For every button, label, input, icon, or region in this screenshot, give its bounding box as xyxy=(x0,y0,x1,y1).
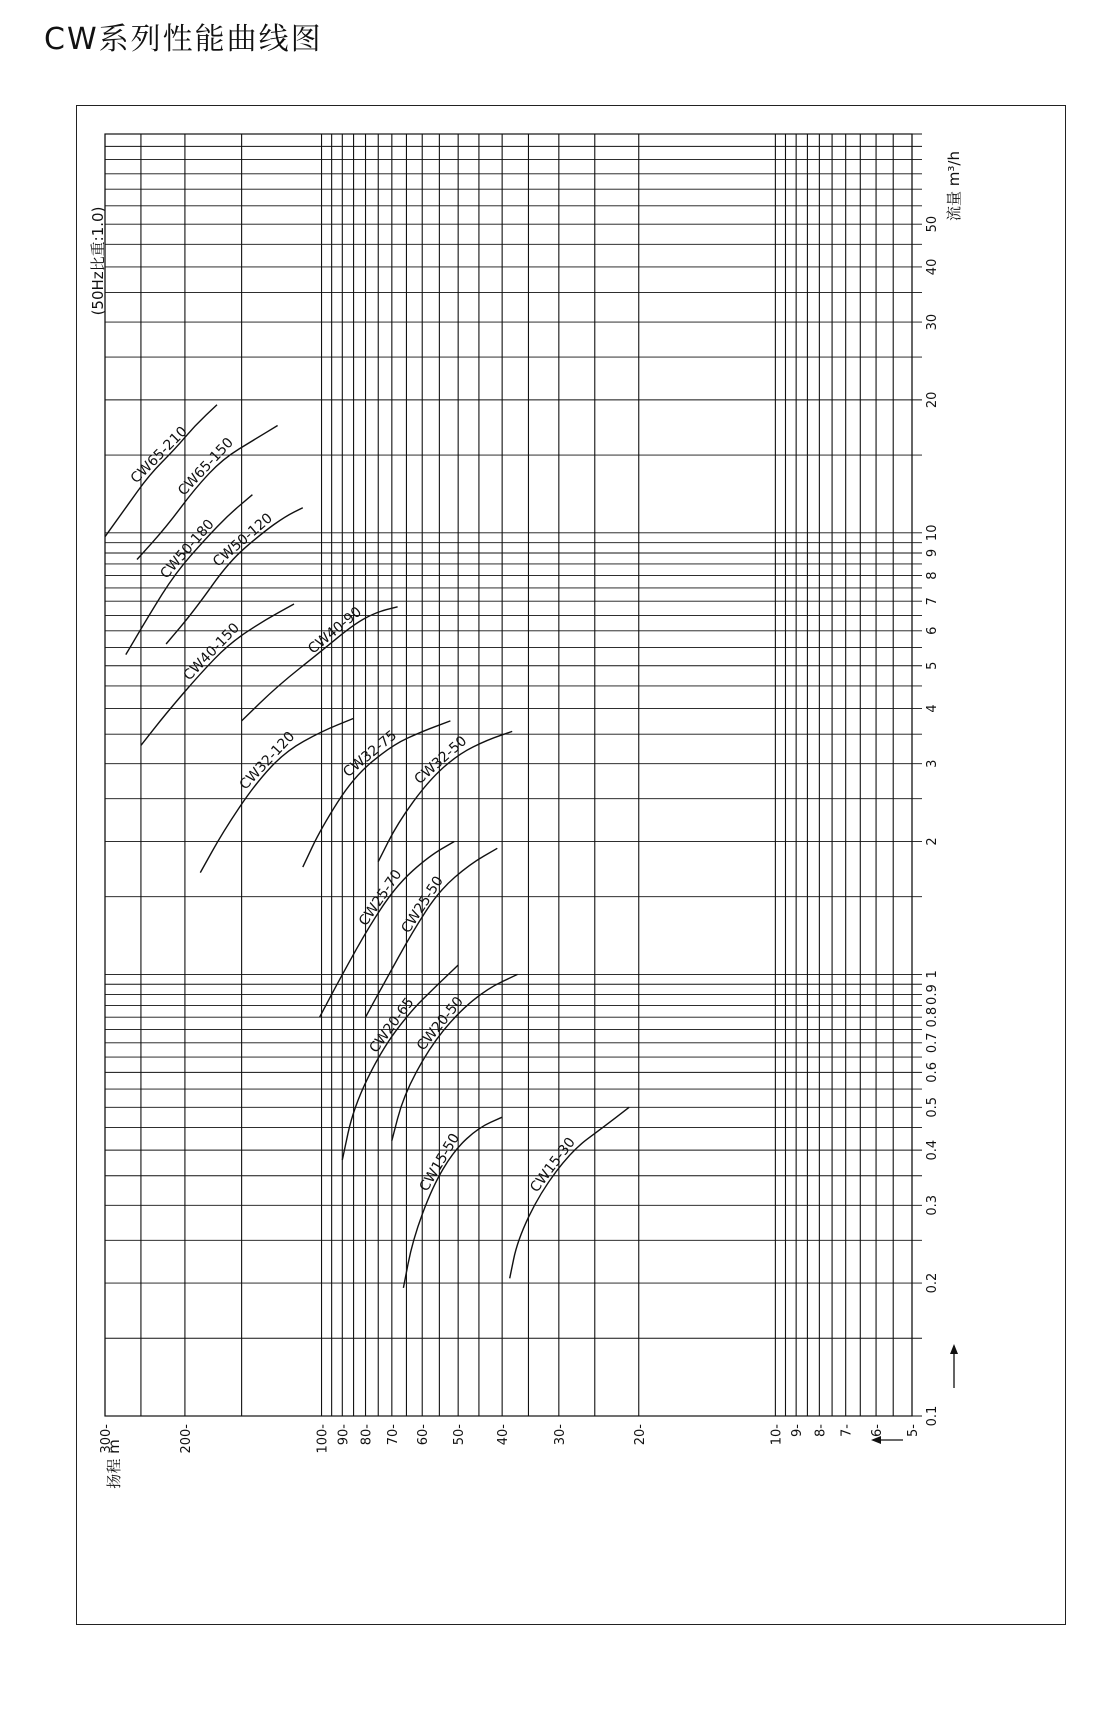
head-tick-label: 6- xyxy=(870,1424,886,1437)
performance-curve xyxy=(366,848,498,1017)
flow-tick-label: 8 xyxy=(925,571,940,580)
performance-curve xyxy=(242,607,398,721)
curve-label: CW25-70 xyxy=(356,866,406,930)
flow-tick-label: 0.3 xyxy=(925,1194,940,1216)
head-tick-label: 20- xyxy=(632,1424,648,1446)
flow-tick-label: 5 xyxy=(925,661,940,670)
flow-tick-label: 1 xyxy=(925,970,940,979)
page-title: CW系列性能曲线图 xyxy=(44,22,323,57)
flow-tick-label: 0.6 xyxy=(925,1062,940,1083)
curve-label: CW65-210 xyxy=(127,423,191,487)
flow-tick-label: 0.2 xyxy=(925,1272,940,1294)
head-axis-label: 扬程 m xyxy=(105,1439,123,1489)
labels xyxy=(99,216,940,1454)
chart-subtitle: (50Hz比重:1.0) xyxy=(89,206,107,316)
flow-axis-label: 流量 m³/h xyxy=(945,151,963,221)
flow-tick-label: 30 xyxy=(925,313,940,331)
head-tick-label: 70- xyxy=(385,1424,401,1446)
performance-curve xyxy=(510,1107,629,1278)
flow-tick-label: 0.5 xyxy=(925,1096,940,1118)
flow-tick-label: 4 xyxy=(925,704,940,713)
flow-tick-label: 20 xyxy=(925,391,940,409)
head-tick-label: 7- xyxy=(839,1424,855,1437)
head-tick-label: 60- xyxy=(416,1424,432,1446)
curve-label: CW32-120 xyxy=(236,728,299,794)
flow-tick-label: 10 xyxy=(925,524,940,542)
curve-label: CW20-50 xyxy=(413,993,467,1054)
head-tick-label: 5- xyxy=(906,1424,921,1437)
head-tick-label: 80- xyxy=(359,1424,375,1446)
head-tick-label: 100- xyxy=(315,1424,331,1454)
flow-tick-label: 0.8 xyxy=(925,1006,940,1028)
curve-label: CW15-30 xyxy=(527,1134,579,1196)
flow-tick-label: 3 xyxy=(925,759,940,768)
curve-label: CW25-50 xyxy=(398,873,447,937)
flow-tick-label: 0.9 xyxy=(925,984,940,1005)
head-tick-label: 90- xyxy=(336,1424,352,1446)
curve-label: CW40-90 xyxy=(305,603,365,658)
curve-label: CW32-50 xyxy=(411,733,471,788)
curve-label: CW65-150 xyxy=(175,434,237,500)
flow-tick-label: 6 xyxy=(925,626,940,635)
head-tick-label: 30- xyxy=(552,1424,568,1446)
curve-label: CW50-180 xyxy=(157,516,218,583)
flow-arrow-icon xyxy=(950,1344,958,1388)
grid xyxy=(105,134,922,1416)
head-tick-label: 8- xyxy=(813,1424,829,1437)
flow-tick-label: 2 xyxy=(925,837,940,846)
head-tick-label: 9- xyxy=(790,1424,806,1437)
head-tick-label: 50- xyxy=(452,1424,468,1446)
head-tick-label: 10- xyxy=(769,1424,785,1446)
curve-label: CW20-65 xyxy=(366,994,418,1057)
curve-label: CW15-50 xyxy=(416,1130,464,1195)
performance-curve xyxy=(320,842,455,1018)
curve-label: CW40-150 xyxy=(180,620,243,684)
plot-area xyxy=(105,134,912,1416)
flow-tick-label: 0.7 xyxy=(925,1032,940,1054)
head-tick-label: 200- xyxy=(178,1424,194,1454)
head-tick-label: 300- xyxy=(99,1424,114,1454)
curve-label: CW32-75 xyxy=(340,727,401,781)
flow-tick-label: 50 xyxy=(925,215,940,233)
flow-tick-label: 40 xyxy=(925,258,940,276)
flow-tick-label: 0.1 xyxy=(925,1405,940,1427)
performance-curve xyxy=(141,604,294,745)
flow-tick-label: 7 xyxy=(925,597,940,606)
head-tick-label: 40- xyxy=(496,1424,512,1446)
flow-tick-label: 0.4 xyxy=(925,1139,940,1161)
chart-frame xyxy=(76,105,1066,1625)
performance-curve-chart xyxy=(77,106,1067,1626)
flow-tick-label: 9 xyxy=(925,548,940,558)
curve-label: CW50-120 xyxy=(210,510,276,571)
